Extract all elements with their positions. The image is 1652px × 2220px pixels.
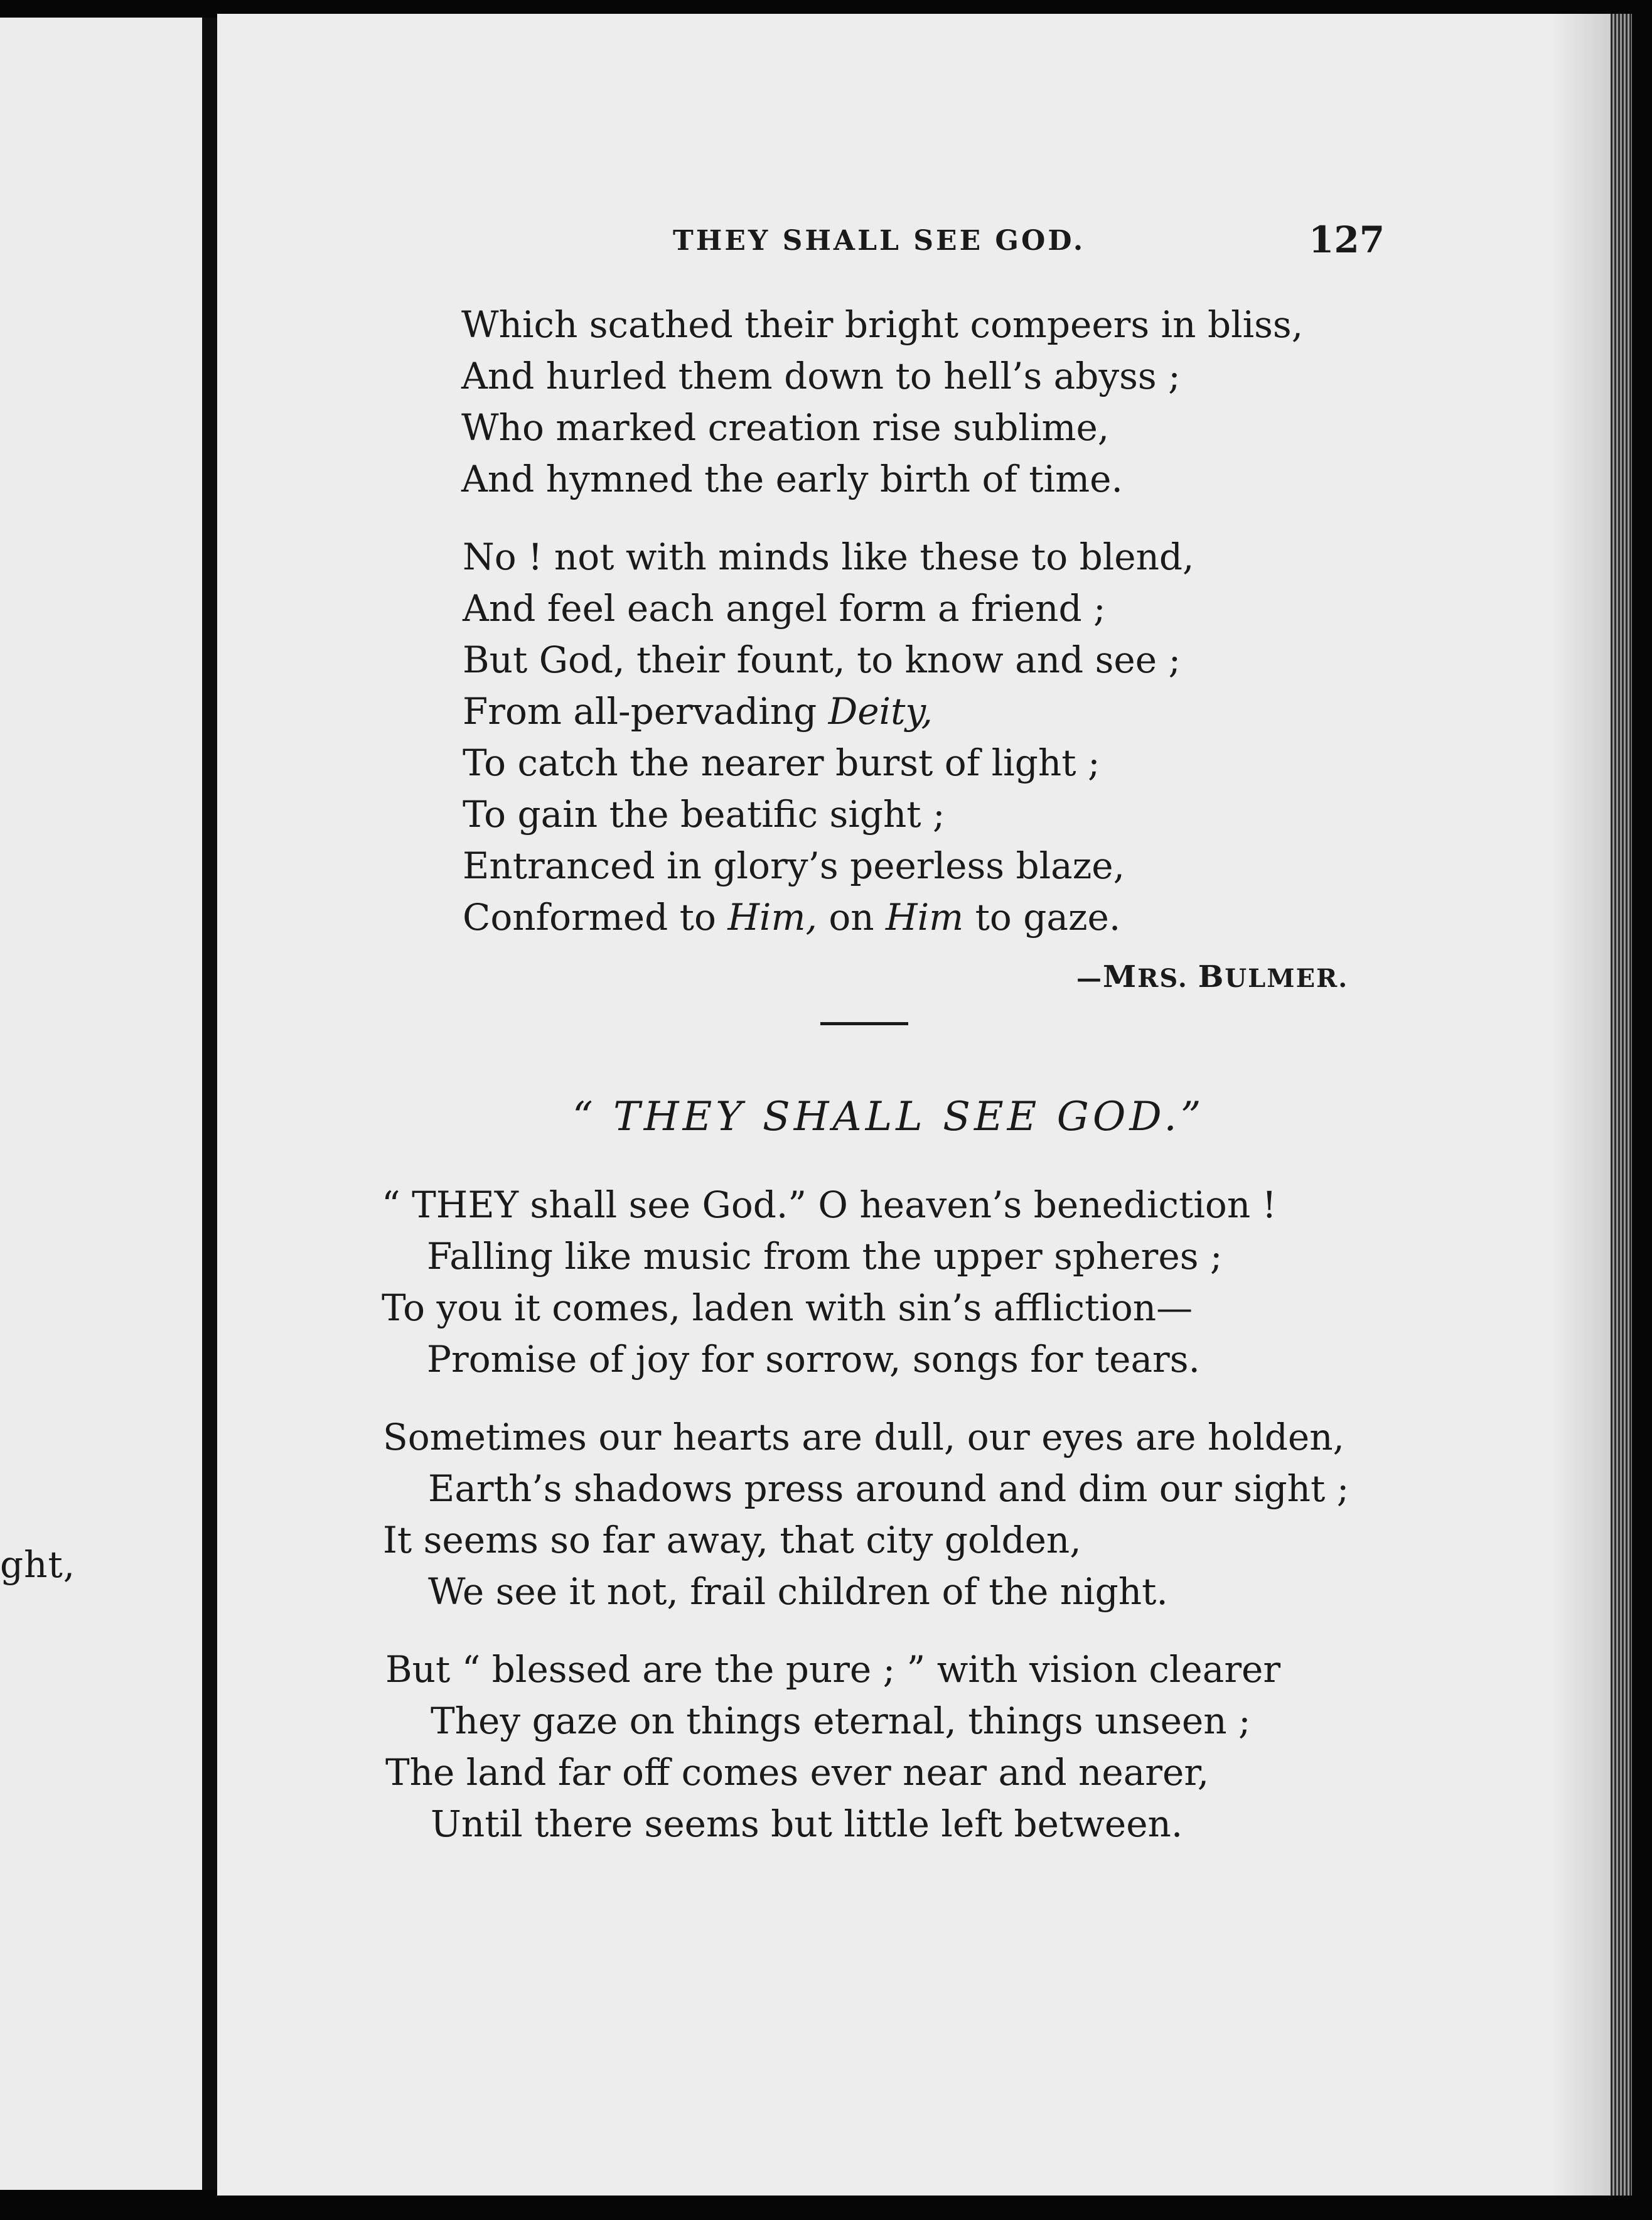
verse-line: No ! not with minds like these to blend,	[463, 536, 1194, 578]
verse-line: Which scathed their bright compeers in bliss,	[461, 303, 1304, 346]
verse-line: Until there seems but little left between.	[431, 1802, 1183, 1845]
page-number: 127	[1309, 218, 1385, 261]
verse-line: To catch the nearer burst of light ;	[463, 741, 1100, 784]
verse-line: Promise of joy for sorrow, songs for tears.	[427, 1338, 1200, 1381]
verse-line: Falling like music from the upper spheres ;	[427, 1235, 1223, 1278]
facing-page	[0, 18, 202, 2190]
verse-line: And hurled them down to hell’s abyss ;	[461, 355, 1181, 397]
verse-line: And hymned the early birth of time.	[461, 458, 1123, 500]
italic-word: Deity,	[828, 690, 933, 733]
book-gutter	[202, 18, 217, 2190]
verse-line: But God, their fount, to know and see ;	[463, 639, 1181, 681]
page-shadow	[1550, 14, 1611, 2196]
verse-line: Conformed to Him, on Him to gaze.	[463, 896, 1121, 939]
verse-line: To you it comes, laden with sin’s affliction—	[382, 1286, 1193, 1329]
verse-line: From all-pervading Deity,	[463, 690, 933, 733]
small-caps-word: THEY	[412, 1183, 518, 1226]
verse-line: Entranced in glory’s peerless blaze,	[463, 844, 1125, 887]
section-divider	[820, 1022, 908, 1025]
italic-word: Him,	[727, 896, 817, 939]
verse-line: We see it not, frail children of the night.	[428, 1570, 1168, 1613]
page-edges	[1611, 14, 1632, 2196]
verse-line: They gaze on things eternal, things unseen ;	[431, 1700, 1251, 1742]
poem-title: “ THEY SHALL SEE GOD.”	[572, 1094, 1205, 1140]
verse-line: And feel each angel form a friend ;	[463, 587, 1106, 630]
facing-page-text-fragment: ght,	[0, 1543, 76, 1586]
verse-line: “ THEY shall see God.” O heaven’s benediction !	[382, 1183, 1277, 1226]
running-head: THEY SHALL SEE GOD.	[673, 225, 1086, 257]
verse-line: Who marked creation rise sublime,	[461, 406, 1110, 449]
verse-line: It seems so far away, that city golden,	[383, 1519, 1081, 1561]
attribution: —MRS. BULMER.	[1076, 959, 1349, 994]
verse-line: The land far off comes ever near and nearer,	[385, 1751, 1210, 1794]
verse-line: Sometimes our hearts are dull, our eyes are holden,	[383, 1416, 1344, 1458]
verse-line: But “ blessed are the pure ; ” with vision clearer	[385, 1648, 1281, 1691]
verse-line: Earth’s shadows press around and dim our sight ;	[428, 1467, 1349, 1510]
italic-word: Him	[886, 896, 964, 939]
verse-line: To gain the beatific sight ;	[463, 793, 945, 836]
